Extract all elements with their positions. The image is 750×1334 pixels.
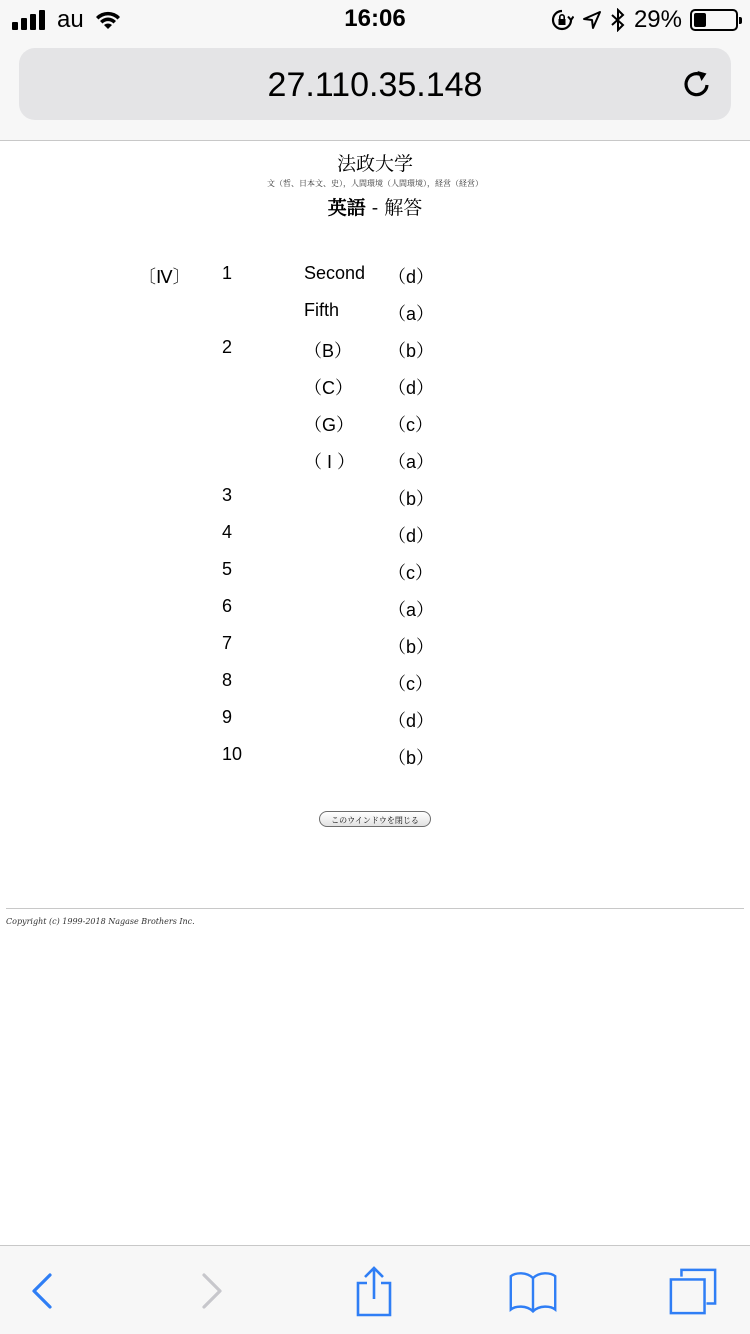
question-number: 10: [222, 744, 243, 764]
battery-fill: [694, 13, 706, 27]
question-part: （G）: [304, 415, 355, 435]
answer-row: [0, 559, 750, 589]
answer-row: [0, 744, 750, 774]
tabs-button[interactable]: [668, 1266, 718, 1316]
answer-value: （a）: [388, 304, 435, 324]
bluetooth-icon: [610, 8, 626, 32]
answer-value: （b）: [388, 748, 435, 768]
question-number: 1: [222, 263, 233, 283]
question-number: 3: [222, 485, 233, 505]
answer-value: （a）: [388, 452, 435, 472]
subject-suffix: - 解答: [365, 197, 423, 219]
question-part: Fifth: [304, 300, 340, 320]
bookmarks-icon: [508, 1267, 558, 1315]
answer-value: （d）: [388, 711, 435, 731]
question-number: 7: [222, 633, 233, 653]
question-number: 8: [222, 670, 233, 690]
bottom-toolbar: [0, 1245, 750, 1334]
forward-icon: [196, 1271, 226, 1311]
answer-row: [0, 485, 750, 515]
close-window-button[interactable]: このウインドウを閉じる: [319, 811, 431, 827]
answer-row: [0, 596, 750, 626]
answer-row: [0, 522, 750, 552]
forward-button[interactable]: [186, 1266, 236, 1316]
address-bar[interactable]: [19, 48, 731, 120]
answer-value: （d）: [388, 378, 435, 398]
share-icon: [352, 1265, 396, 1317]
answer-value: （d）: [388, 267, 435, 287]
status-right: [550, 6, 738, 34]
answer-row: [0, 374, 750, 404]
answer-row: [0, 670, 750, 700]
answer-row: [0, 300, 750, 330]
answer-row: [0, 411, 750, 441]
question-part: （B）: [304, 341, 353, 361]
back-icon: [28, 1271, 58, 1311]
address-bar-area: [0, 40, 750, 141]
answer-value: （b）: [388, 341, 435, 361]
question-part: （ I ）: [304, 452, 356, 472]
subject-name: 英語: [327, 197, 366, 219]
answer-row: [0, 448, 750, 478]
answer-value: （b）: [388, 637, 435, 657]
battery-percent: 29%: [633, 6, 682, 33]
answer-value: （c）: [388, 674, 433, 694]
answer-value: （b）: [388, 489, 435, 509]
location-icon: [582, 10, 602, 30]
question-number: 9: [222, 707, 233, 727]
answer-value: （c）: [388, 415, 433, 435]
tabs-icon: [668, 1266, 718, 1316]
carrier-name: au: [57, 6, 84, 33]
question-part: （C）: [304, 378, 353, 398]
status-bar: [0, 0, 750, 40]
answer-value: （c）: [388, 563, 433, 583]
answer-row: [0, 633, 750, 663]
bookmarks-button[interactable]: [508, 1266, 558, 1316]
share-button[interactable]: [349, 1266, 399, 1316]
copyright-text: Copyright (c) 1999-2018 Nagase Brothers Inc.: [6, 917, 195, 926]
question-number: 4: [222, 522, 233, 542]
section-label: 〔Ⅳ〕: [138, 267, 191, 287]
divider: [6, 908, 744, 909]
answer-value: （d）: [388, 526, 435, 546]
faculties-text: 文（哲、日本文、史），人間環境（人間環境），経営（経営）: [267, 179, 483, 188]
status-time: 16:06: [344, 5, 406, 32]
back-button[interactable]: [18, 1266, 68, 1316]
question-number: 6: [222, 596, 233, 616]
battery-icon: [690, 9, 738, 31]
subject-title: [0, 193, 750, 220]
question-number: 2: [222, 337, 233, 357]
reload-icon[interactable]: [679, 66, 715, 102]
answer-row: [0, 707, 750, 737]
answer-row: [0, 263, 750, 293]
university-name: 法政大学: [336, 153, 413, 175]
url-text[interactable]: 27.110.35.148: [267, 66, 483, 104]
question-number: 5: [222, 559, 233, 579]
answer-row: [0, 337, 750, 367]
answer-value: （a）: [388, 600, 435, 620]
question-part: Second: [304, 263, 366, 283]
orientation-lock-icon: [550, 8, 574, 32]
